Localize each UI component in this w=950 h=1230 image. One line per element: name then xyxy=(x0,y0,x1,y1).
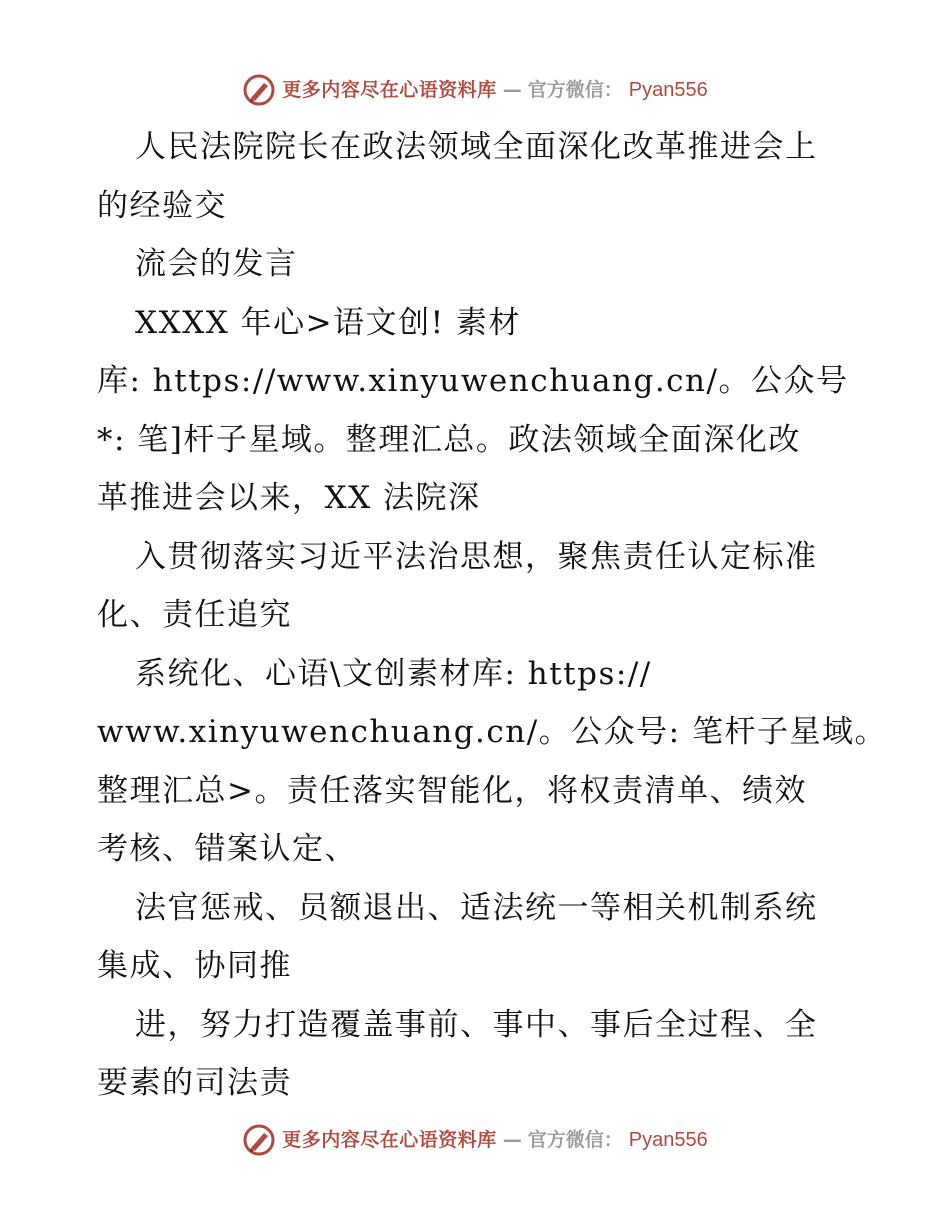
body-line: 整理汇总>。责任落实智能化，将权责清单、绩效 xyxy=(97,772,807,809)
document-body xyxy=(97,118,887,1113)
banner-separator: — xyxy=(502,1128,522,1151)
pen-logo-icon xyxy=(242,1123,276,1157)
banner-official-label: 官方微信： xyxy=(527,78,623,101)
body-line: 革推进会以来，XX 法院深 xyxy=(97,480,481,516)
body-line: *: 笔]杆子星域。整理汇总。政法领域全面深化改 xyxy=(97,421,801,458)
body-line: 人民法院院长在政法领域全面深化改革推进会上 xyxy=(135,129,818,165)
body-line: 集成、协同推 xyxy=(97,948,292,984)
banner-content xyxy=(242,1123,708,1157)
banner-wechat-id: Pyan556 xyxy=(628,79,708,101)
body-line: 进，努力打造覆盖事前、事中、事后全过程、全 xyxy=(135,1006,818,1043)
body-line: 化、责任追究 xyxy=(97,597,292,633)
body-line: www.xinyuwenchuang.cn/。公众号: 笔杆子星域。 xyxy=(97,714,887,750)
body-line: 库: https://www.xinyuwenchuang.cn/。公众号 xyxy=(97,363,849,399)
body-line: 要素的司法责 xyxy=(97,1065,292,1101)
footer-banner xyxy=(0,1120,950,1160)
banner-separator: — xyxy=(502,78,522,101)
banner-content xyxy=(242,73,708,107)
banner-main-text: 更多内容尽在心语资料库 xyxy=(282,1128,497,1151)
banner-main-text: 更多内容尽在心语资料库 xyxy=(282,78,497,101)
body-line: XXXX 年心>语文创! 素材 xyxy=(135,304,521,341)
body-line: 系统化、心语\文创素材库: https:// xyxy=(135,655,652,692)
body-line: 的经验交 xyxy=(97,187,227,224)
banner-wechat-id: Pyan556 xyxy=(628,1129,708,1151)
banner-official-label: 官方微信： xyxy=(527,1128,623,1151)
header-banner xyxy=(0,70,950,110)
body-line: 法官惩戒、员额退出、适法统一等相关机制系统 xyxy=(135,889,818,926)
body-line: 考核、错案认定、 xyxy=(97,831,357,867)
pen-logo-icon xyxy=(242,73,276,107)
body-line: 入贯彻落实习近平法治思想，聚焦责任认定标准 xyxy=(135,538,818,575)
body-line: 流会的发言 xyxy=(135,246,298,282)
